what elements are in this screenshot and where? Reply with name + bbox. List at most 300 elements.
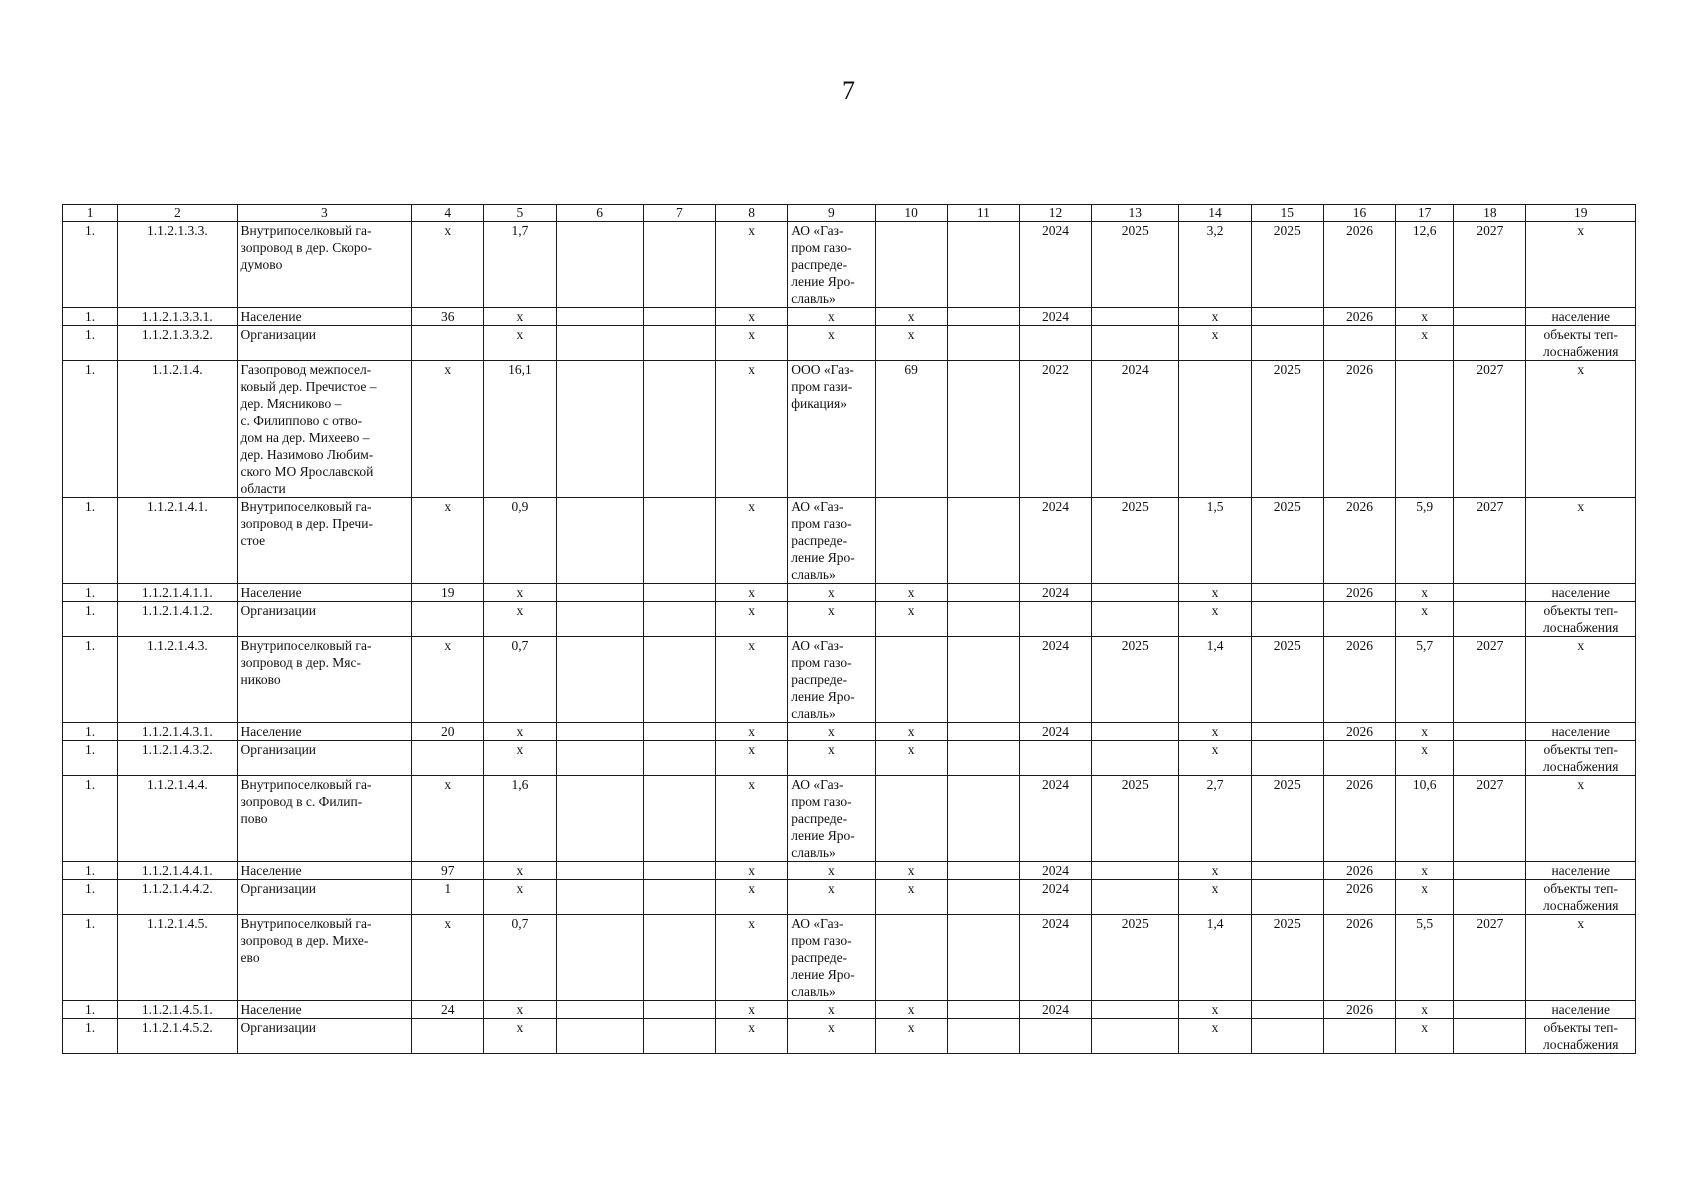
table-cell-col-16: 2026	[1323, 584, 1395, 602]
column-header-17: 17	[1396, 205, 1454, 222]
table-cell-col-5: х	[484, 723, 556, 741]
table-cell-col-7	[643, 584, 715, 602]
table-cell-col-18: 2027	[1454, 498, 1526, 584]
table-cell-col-6	[556, 326, 643, 361]
table-cell-col-14: х	[1179, 1019, 1251, 1054]
column-header-16: 16	[1323, 205, 1395, 222]
table-cell-col-7	[643, 723, 715, 741]
table-cell-col-8: х	[716, 326, 788, 361]
table-cell-col-15	[1251, 880, 1323, 915]
column-header-12: 12	[1019, 205, 1091, 222]
table-cell-col-1: 1.	[63, 222, 118, 308]
table-cell-col-10	[875, 776, 947, 862]
table-cell-col-13	[1092, 741, 1179, 776]
table-cell-col-1: 1.	[63, 361, 118, 498]
table-cell-col-18	[1454, 1019, 1526, 1054]
table-cell-col-2: 1.1.2.1.3.3.1.	[118, 308, 237, 326]
column-header-9: 9	[788, 205, 875, 222]
table-cell-col-13	[1092, 1019, 1179, 1054]
table-row	[63, 1019, 1636, 1054]
table-cell-col-5: х	[484, 1019, 556, 1054]
table-cell-col-8: х	[716, 776, 788, 862]
table-cell-col-9: х	[788, 741, 875, 776]
table-cell-col-19: х	[1526, 361, 1636, 498]
table-cell-col-13	[1092, 880, 1179, 915]
table-cell-col-16: 2026	[1323, 915, 1395, 1001]
table-cell-col-6	[556, 776, 643, 862]
table-cell-col-17: х	[1396, 308, 1454, 326]
table-cell-col-7	[643, 741, 715, 776]
table-cell-col-5: 0,7	[484, 915, 556, 1001]
table-cell-col-7	[643, 915, 715, 1001]
table-cell-col-11	[947, 880, 1019, 915]
table-cell-col-11	[947, 308, 1019, 326]
table-cell-col-16	[1323, 326, 1395, 361]
table-cell-col-5: х	[484, 584, 556, 602]
table-cell-col-12: 2024	[1019, 776, 1091, 862]
table-cell-col-13: 2025	[1092, 915, 1179, 1001]
table-cell-col-6	[556, 880, 643, 915]
table-cell-col-5: х	[484, 880, 556, 915]
table-cell-col-17: х	[1396, 723, 1454, 741]
table-cell-col-2: 1.1.2.1.4.1.1.	[118, 584, 237, 602]
table-cell-col-17: х	[1396, 880, 1454, 915]
table-cell-col-6	[556, 222, 643, 308]
table-row	[63, 741, 1636, 776]
table-cell-col-6	[556, 1019, 643, 1054]
table-cell-col-9: х	[788, 326, 875, 361]
table-cell-col-2: 1.1.2.1.4.1.	[118, 498, 237, 584]
table-cell-col-3: Газопровод межпосел- ковый дер. Пречистое – дер. Мясниково – с. Филиппово с отво- дом на дер. Михеево – дер. Назимово Любим- ского МО Ярославской области	[237, 361, 412, 498]
table-cell-col-4: 20	[412, 723, 484, 741]
table-cell-col-14: 1,4	[1179, 915, 1251, 1001]
table-cell-col-4: 19	[412, 584, 484, 602]
table-cell-col-13	[1092, 1001, 1179, 1019]
table-cell-col-9: АО «Газ- пром газо- распреде- ление Яро- славль»	[788, 222, 875, 308]
column-header-5: 5	[484, 205, 556, 222]
page-number: 7	[842, 76, 855, 105]
table-cell-col-13	[1092, 326, 1179, 361]
table-cell-col-19: х	[1526, 637, 1636, 723]
table-cell-col-8: х	[716, 741, 788, 776]
table-cell-col-7	[643, 637, 715, 723]
table-cell-col-1: 1.	[63, 741, 118, 776]
table-cell-col-14: 1,4	[1179, 637, 1251, 723]
table-cell-col-18	[1454, 880, 1526, 915]
table-cell-col-9: АО «Газ- пром газо- распреде- ление Яро- славль»	[788, 915, 875, 1001]
table-cell-col-9: АО «Газ- пром газо- распреде- ление Яро- славль»	[788, 498, 875, 584]
table-cell-col-8: х	[716, 308, 788, 326]
table-row	[63, 1001, 1636, 1019]
table-cell-col-7	[643, 1001, 715, 1019]
table-cell-col-18: 2027	[1454, 776, 1526, 862]
table-cell-col-8: х	[716, 862, 788, 880]
table-cell-col-6	[556, 584, 643, 602]
table-cell-col-10	[875, 222, 947, 308]
table-row	[63, 880, 1636, 915]
table-cell-col-7	[643, 361, 715, 498]
table-cell-col-2: 1.1.2.1.4.3.1.	[118, 723, 237, 741]
column-header-15: 15	[1251, 205, 1323, 222]
table-cell-col-9: х	[788, 1001, 875, 1019]
table-cell-col-16: 2026	[1323, 308, 1395, 326]
table-cell-col-5: х	[484, 741, 556, 776]
table-cell-col-15	[1251, 602, 1323, 637]
table-cell-col-6	[556, 637, 643, 723]
table-cell-col-12: 2022	[1019, 361, 1091, 498]
table-cell-col-4: 97	[412, 862, 484, 880]
column-header-14: 14	[1179, 205, 1251, 222]
table-cell-col-14: х	[1179, 308, 1251, 326]
table-cell-col-12: 2024	[1019, 880, 1091, 915]
table-cell-col-3: Организации	[237, 741, 412, 776]
table-cell-col-11	[947, 1001, 1019, 1019]
table-cell-col-16	[1323, 1019, 1395, 1054]
table-cell-col-14: х	[1179, 602, 1251, 637]
table-cell-col-15: 2025	[1251, 915, 1323, 1001]
table-cell-col-11	[947, 326, 1019, 361]
table-cell-col-15	[1251, 1019, 1323, 1054]
table-cell-col-16: 2026	[1323, 723, 1395, 741]
table-cell-col-3: Население	[237, 308, 412, 326]
table-cell-col-5: 0,7	[484, 637, 556, 723]
table-cell-col-11	[947, 637, 1019, 723]
column-header-19: 19	[1526, 205, 1636, 222]
table-cell-col-1: 1.	[63, 637, 118, 723]
data-table	[62, 204, 1636, 1054]
table-cell-col-11	[947, 584, 1019, 602]
table-row	[63, 361, 1636, 498]
table-cell-col-18	[1454, 602, 1526, 637]
table-cell-col-18: 2027	[1454, 361, 1526, 498]
table-cell-col-17: х	[1396, 584, 1454, 602]
table-cell-col-1: 1.	[63, 915, 118, 1001]
column-header-8: 8	[716, 205, 788, 222]
table-cell-col-19: объекты теп- лоснабжения	[1526, 602, 1636, 637]
table-row	[63, 723, 1636, 741]
column-header-18: 18	[1454, 205, 1526, 222]
table-cell-col-6	[556, 361, 643, 498]
table-cell-col-15: 2025	[1251, 776, 1323, 862]
table-cell-col-3: Организации	[237, 880, 412, 915]
table-cell-col-5: х	[484, 1001, 556, 1019]
table-cell-col-7	[643, 880, 715, 915]
table-cell-col-9: х	[788, 880, 875, 915]
table-cell-col-8: х	[716, 498, 788, 584]
table-cell-col-9: АО «Газ- пром газо- распреде- ление Яро- славль»	[788, 776, 875, 862]
column-header-1: 1	[63, 205, 118, 222]
table-cell-col-17: х	[1396, 326, 1454, 361]
table-cell-col-9: х	[788, 602, 875, 637]
table-cell-col-3: Население	[237, 723, 412, 741]
table-cell-col-8: х	[716, 584, 788, 602]
table-cell-col-3: Внутрипоселковый га- зопровод в с. Филип- пово	[237, 776, 412, 862]
table-cell-col-15	[1251, 308, 1323, 326]
table-cell-col-7	[643, 308, 715, 326]
table-cell-col-16: 2026	[1323, 498, 1395, 584]
table-cell-col-4: х	[412, 361, 484, 498]
table-cell-col-6	[556, 308, 643, 326]
table-cell-col-15	[1251, 862, 1323, 880]
table-cell-col-3: Внутрипоселковый га- зопровод в дер. Пречи- стое	[237, 498, 412, 584]
table-cell-col-8: х	[716, 915, 788, 1001]
table-cell-col-16: 2026	[1323, 776, 1395, 862]
table-cell-col-18	[1454, 741, 1526, 776]
table-cell-col-2: 1.1.2.1.4.5.	[118, 915, 237, 1001]
table-cell-col-3: Организации	[237, 1019, 412, 1054]
table-header-row	[63, 205, 1636, 222]
table-cell-col-2: 1.1.2.1.4.3.	[118, 637, 237, 723]
table-cell-col-8: х	[716, 1019, 788, 1054]
table-cell-col-13: 2025	[1092, 637, 1179, 723]
table-cell-col-12: 2024	[1019, 222, 1091, 308]
table-row	[63, 862, 1636, 880]
table-cell-col-13	[1092, 584, 1179, 602]
table-cell-col-11	[947, 1019, 1019, 1054]
table-cell-col-15: 2025	[1251, 637, 1323, 723]
table-cell-col-3: Население	[237, 584, 412, 602]
table-cell-col-16: 2026	[1323, 361, 1395, 498]
table-cell-col-7	[643, 862, 715, 880]
table-cell-col-8: х	[716, 880, 788, 915]
table-cell-col-12: 2024	[1019, 498, 1091, 584]
table-cell-col-14: х	[1179, 1001, 1251, 1019]
table-cell-col-13	[1092, 862, 1179, 880]
table-cell-col-12: 2024	[1019, 862, 1091, 880]
table-cell-col-2: 1.1.2.1.4.5.2.	[118, 1019, 237, 1054]
table-cell-col-6	[556, 1001, 643, 1019]
table-cell-col-15	[1251, 723, 1323, 741]
table-cell-col-1: 1.	[63, 723, 118, 741]
table-cell-col-7	[643, 222, 715, 308]
table-cell-col-6	[556, 915, 643, 1001]
table-cell-col-19: объекты теп- лоснабжения	[1526, 741, 1636, 776]
table-cell-col-2: 1.1.2.1.4.4.2.	[118, 880, 237, 915]
table-row	[63, 498, 1636, 584]
table-cell-col-16: 2026	[1323, 880, 1395, 915]
table-cell-col-1: 1.	[63, 498, 118, 584]
table-cell-col-9: х	[788, 584, 875, 602]
column-header-4: 4	[412, 205, 484, 222]
table-cell-col-15	[1251, 741, 1323, 776]
table-cell-col-10: х	[875, 1019, 947, 1054]
table-cell-col-4: 1	[412, 880, 484, 915]
column-header-13: 13	[1092, 205, 1179, 222]
table-cell-col-17: 5,5	[1396, 915, 1454, 1001]
table-cell-col-17	[1396, 361, 1454, 498]
table-cell-col-1: 1.	[63, 602, 118, 637]
table-cell-col-14: х	[1179, 326, 1251, 361]
table-cell-col-4: х	[412, 915, 484, 1001]
table-cell-col-12: 2024	[1019, 723, 1091, 741]
table-cell-col-4: 24	[412, 1001, 484, 1019]
table-cell-col-10	[875, 915, 947, 1001]
table-cell-col-18	[1454, 326, 1526, 361]
table-cell-col-18	[1454, 1001, 1526, 1019]
table-cell-col-13: 2025	[1092, 776, 1179, 862]
table-cell-col-7	[643, 1019, 715, 1054]
table-cell-col-2: 1.1.2.1.4.4.1.	[118, 862, 237, 880]
table-cell-col-18: 2027	[1454, 637, 1526, 723]
table-cell-col-7	[643, 326, 715, 361]
table-cell-col-19: население	[1526, 723, 1636, 741]
table-cell-col-4	[412, 602, 484, 637]
table-cell-col-12	[1019, 602, 1091, 637]
table-cell-col-19: население	[1526, 1001, 1636, 1019]
table-cell-col-19: население	[1526, 584, 1636, 602]
table-cell-col-18	[1454, 584, 1526, 602]
table-cell-col-7	[643, 602, 715, 637]
table-row	[63, 637, 1636, 723]
table-row	[63, 222, 1636, 308]
table-cell-col-12	[1019, 1019, 1091, 1054]
table-cell-col-10: х	[875, 326, 947, 361]
table-cell-col-14: х	[1179, 880, 1251, 915]
table-cell-col-2: 1.1.2.1.3.3.2.	[118, 326, 237, 361]
table-cell-col-19: х	[1526, 915, 1636, 1001]
table-cell-col-19: х	[1526, 776, 1636, 862]
table-cell-col-7	[643, 498, 715, 584]
table-cell-col-12: 2024	[1019, 584, 1091, 602]
table-cell-col-1: 1.	[63, 1019, 118, 1054]
table-cell-col-11	[947, 723, 1019, 741]
table-cell-col-4	[412, 326, 484, 361]
table-row	[63, 326, 1636, 361]
table-cell-col-1: 1.	[63, 326, 118, 361]
table-cell-col-1: 1.	[63, 308, 118, 326]
column-header-10: 10	[875, 205, 947, 222]
table-cell-col-5: 16,1	[484, 361, 556, 498]
table-cell-col-6	[556, 498, 643, 584]
table-cell-col-17: х	[1396, 741, 1454, 776]
table-cell-col-5: х	[484, 602, 556, 637]
table-cell-col-15: 2025	[1251, 361, 1323, 498]
table-cell-col-15	[1251, 326, 1323, 361]
table-cell-col-3: Население	[237, 1001, 412, 1019]
table-cell-col-3: Внутрипоселковый га- зопровод в дер. Михе- ево	[237, 915, 412, 1001]
table-cell-col-2: 1.1.2.1.3.3.	[118, 222, 237, 308]
table-cell-col-9: х	[788, 862, 875, 880]
table-cell-col-11	[947, 776, 1019, 862]
table-cell-col-6	[556, 723, 643, 741]
table-cell-col-13: 2025	[1092, 498, 1179, 584]
table-cell-col-19: население	[1526, 308, 1636, 326]
table-cell-col-10: х	[875, 308, 947, 326]
table-cell-col-12: 2024	[1019, 1001, 1091, 1019]
table-cell-col-10: х	[875, 1001, 947, 1019]
table-cell-col-4: х	[412, 498, 484, 584]
table-cell-col-5: х	[484, 862, 556, 880]
table-cell-col-18	[1454, 723, 1526, 741]
table-cell-col-4	[412, 1019, 484, 1054]
table-cell-col-1: 1.	[63, 584, 118, 602]
table-cell-col-1: 1.	[63, 880, 118, 915]
table-cell-col-9: х	[788, 1019, 875, 1054]
table-cell-col-12: 2024	[1019, 308, 1091, 326]
table-cell-col-4: х	[412, 776, 484, 862]
table-cell-col-11	[947, 498, 1019, 584]
table-cell-col-16: 2026	[1323, 637, 1395, 723]
table-cell-col-2: 1.1.2.1.4.1.2.	[118, 602, 237, 637]
table-cell-col-18: 2027	[1454, 915, 1526, 1001]
table-cell-col-14: х	[1179, 584, 1251, 602]
table-cell-col-16: 2026	[1323, 222, 1395, 308]
column-header-6: 6	[556, 205, 643, 222]
table-cell-col-8: х	[716, 602, 788, 637]
table-cell-col-14: х	[1179, 741, 1251, 776]
table-cell-col-9: ООО «Газ- пром гази- фикация»	[788, 361, 875, 498]
table-cell-col-5: 1,6	[484, 776, 556, 862]
table-cell-col-4	[412, 741, 484, 776]
table-cell-col-8: х	[716, 1001, 788, 1019]
table-cell-col-17: х	[1396, 602, 1454, 637]
table-cell-col-8: х	[716, 637, 788, 723]
table-cell-col-17: 12,6	[1396, 222, 1454, 308]
table-cell-col-8: х	[716, 361, 788, 498]
table-cell-col-17: х	[1396, 862, 1454, 880]
table-row	[63, 584, 1636, 602]
column-header-3: 3	[237, 205, 412, 222]
table-cell-col-14: х	[1179, 862, 1251, 880]
table-cell-col-10: 69	[875, 361, 947, 498]
table-cell-col-18	[1454, 862, 1526, 880]
table-cell-col-19: х	[1526, 498, 1636, 584]
table-cell-col-11	[947, 361, 1019, 498]
table-cell-col-4: 36	[412, 308, 484, 326]
table-cell-col-13: 2024	[1092, 361, 1179, 498]
table-cell-col-3: Внутрипоселковый га- зопровод в дер. Мяс- никово	[237, 637, 412, 723]
table-cell-col-19: объекты теп- лоснабжения	[1526, 1019, 1636, 1054]
table-cell-col-18	[1454, 308, 1526, 326]
table-cell-col-17: х	[1396, 1019, 1454, 1054]
table-cell-col-2: 1.1.2.1.4.5.1.	[118, 1001, 237, 1019]
table-cell-col-4: х	[412, 637, 484, 723]
table-cell-col-5: 1,7	[484, 222, 556, 308]
table-row	[63, 308, 1636, 326]
table-cell-col-9: х	[788, 308, 875, 326]
table-row	[63, 915, 1636, 1001]
table-cell-col-14: х	[1179, 723, 1251, 741]
table-cell-col-10: х	[875, 584, 947, 602]
table-cell-col-11	[947, 222, 1019, 308]
table-cell-col-19: объекты теп- лоснабжения	[1526, 880, 1636, 915]
table-cell-col-3: Организации	[237, 602, 412, 637]
table-cell-col-9: х	[788, 723, 875, 741]
table-cell-col-13	[1092, 308, 1179, 326]
table-cell-col-15	[1251, 584, 1323, 602]
table-cell-col-11	[947, 915, 1019, 1001]
table-cell-col-17: 5,7	[1396, 637, 1454, 723]
table-cell-col-17: 10,6	[1396, 776, 1454, 862]
table-cell-col-14	[1179, 361, 1251, 498]
table-cell-col-5: х	[484, 326, 556, 361]
table-cell-col-19: объекты теп- лоснабжения	[1526, 326, 1636, 361]
table-cell-col-4: х	[412, 222, 484, 308]
table-cell-col-5: х	[484, 308, 556, 326]
table-cell-col-3: Организации	[237, 326, 412, 361]
table-cell-col-10: х	[875, 880, 947, 915]
table-cell-col-7	[643, 776, 715, 862]
table-row	[63, 776, 1636, 862]
table-cell-col-11	[947, 602, 1019, 637]
table-cell-col-2: 1.1.2.1.4.	[118, 361, 237, 498]
table-cell-col-8: х	[716, 222, 788, 308]
table-cell-col-13: 2025	[1092, 222, 1179, 308]
table-cell-col-10	[875, 498, 947, 584]
table-cell-col-10: х	[875, 602, 947, 637]
table-cell-col-13	[1092, 723, 1179, 741]
table-cell-col-16	[1323, 741, 1395, 776]
